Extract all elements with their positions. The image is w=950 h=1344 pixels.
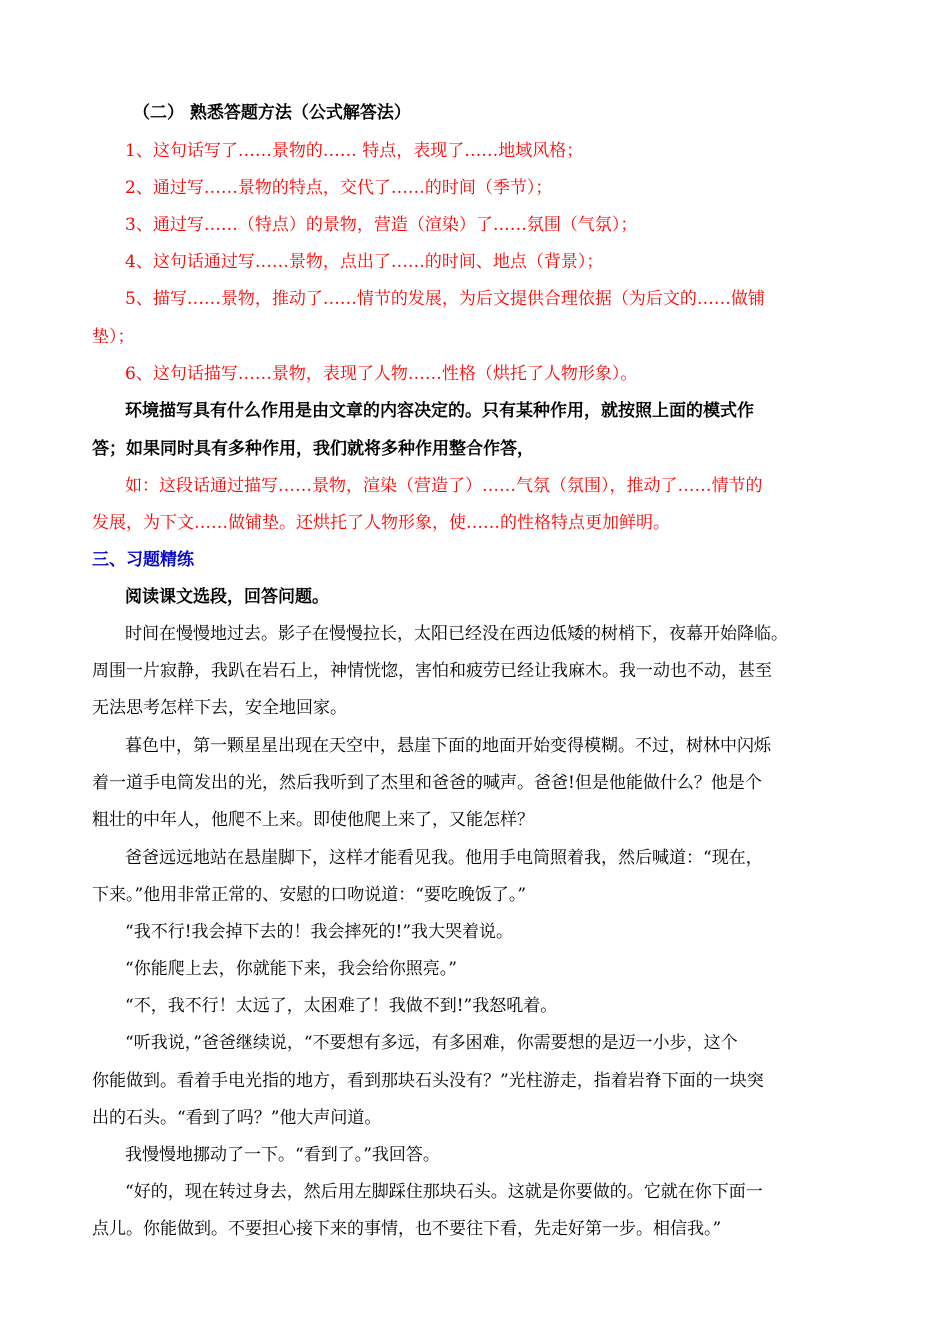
formula-line: 3、通过写……（特点）的景物，营造（渲染）了……氛围（气氛）； <box>125 215 638 235</box>
passage-line: 我慢慢地挪动了一下。“看到了。”我回答。 <box>125 1145 440 1165</box>
formula-line: 4、这句话通过写……景物，点出了……的时间、地点（背景）； <box>125 252 604 272</box>
passage-line: 出的石头。“看到了吗？”他大声问道。 <box>92 1108 382 1128</box>
passage-line: “听我说，”爸爸继续说，“不要想有多远，有多困难，你需要想的是迈一小步，这个 <box>125 1033 738 1053</box>
passage-line: 着一道手电筒发出的光，然后我听到了杰里和爸爸的喊声。爸爸!但是他能做什么？他是个 <box>92 773 762 793</box>
passage-line: 粗壮的中年人，他爬不上来。即使他爬上来了，又能怎样？ <box>92 810 534 830</box>
passage-line: “好的，现在转过身去，然后用左脚踩住那块石头。这就是你要做的。它就在你下面一 <box>125 1182 763 1202</box>
note-line: 答；如果同时具有多种作用，我们就将多种作用整合作答， <box>92 439 534 459</box>
passage-line: 暮色中，第一颗星星出现在天空中，悬崖下面的地面开始变得模糊。不过，树林中闪烁 <box>125 736 771 756</box>
example-line: 发展，为下文……做铺垫。还烘托了人物形象，使……的性格特点更加鲜明。 <box>92 513 670 533</box>
example-line: 如：这段话通过描写……景物，渲染（营造了）……气氛（氛围），推动了……情节的 <box>125 476 763 496</box>
exercise-instruction: 阅读课文选段，回答问题。 <box>125 587 329 607</box>
formula-line: 5、描写……景物，推动了……情节的发展，为后文提供合理依据（为后文的……做铺 <box>125 289 765 309</box>
passage-line: “你能爬上去，你就能下来，我会给你照亮。” <box>125 959 457 979</box>
passage-line: 时间在慢慢地过去。影子在慢慢拉长，太阳已经没在西边低矮的树梢下，夜幕开始降临。 <box>125 624 788 644</box>
passage-line: 无法思考怎样下去，安全地回家。 <box>92 698 347 718</box>
passage-line: 爸爸远远地站在悬崖脚下，这样才能看见我。他用手电筒照着我，然后喊道：“现在， <box>125 848 763 868</box>
formula-line: 2、通过写……景物的特点，交代了……的时间（季节）； <box>125 178 553 198</box>
passage-line: 点儿。你能做到。不要担心接下来的事情，也不要往下看，先走好第一步。相信我。” <box>92 1219 722 1239</box>
passage-line: 周围一片寂静，我趴在岩石上，神情恍惚，害怕和疲劳已经让我麻木。我一动也不动，甚至 <box>92 661 772 681</box>
passage-line: 下来。”他用非常正常的、安慰的口吻说道：“要吃晚饭了。” <box>92 885 527 905</box>
passage-line: 你能做到。看着手电光指的地方，看到那块石头没有？”光柱游走，指着岩脊下面的一块突 <box>92 1071 764 1091</box>
passage-line: “不，我不行！太远了，太困难了！我做不到!”我怒吼着。 <box>125 996 558 1016</box>
formula-line: 6、这句话描写……景物，表现了人物……性格（烘托了人物形象）。 <box>125 364 638 384</box>
formula-line: 1、这句话写了……景物的…… 特点，表现了……地域风格； <box>125 141 584 161</box>
formula-line: 垫）； <box>92 327 135 347</box>
section-heading-exercises: 三、习题精练 <box>92 550 194 570</box>
section-heading-answer-method: （二） 熟悉答题方法（公式解答法） <box>133 103 411 123</box>
passage-line: “我不行!我会掉下去的！我会摔死的!”我大哭着说。 <box>125 922 514 942</box>
note-line: 环境描写具有什么作用是由文章的内容决定的。只有某种作用，就按照上面的模式作 <box>125 401 754 421</box>
